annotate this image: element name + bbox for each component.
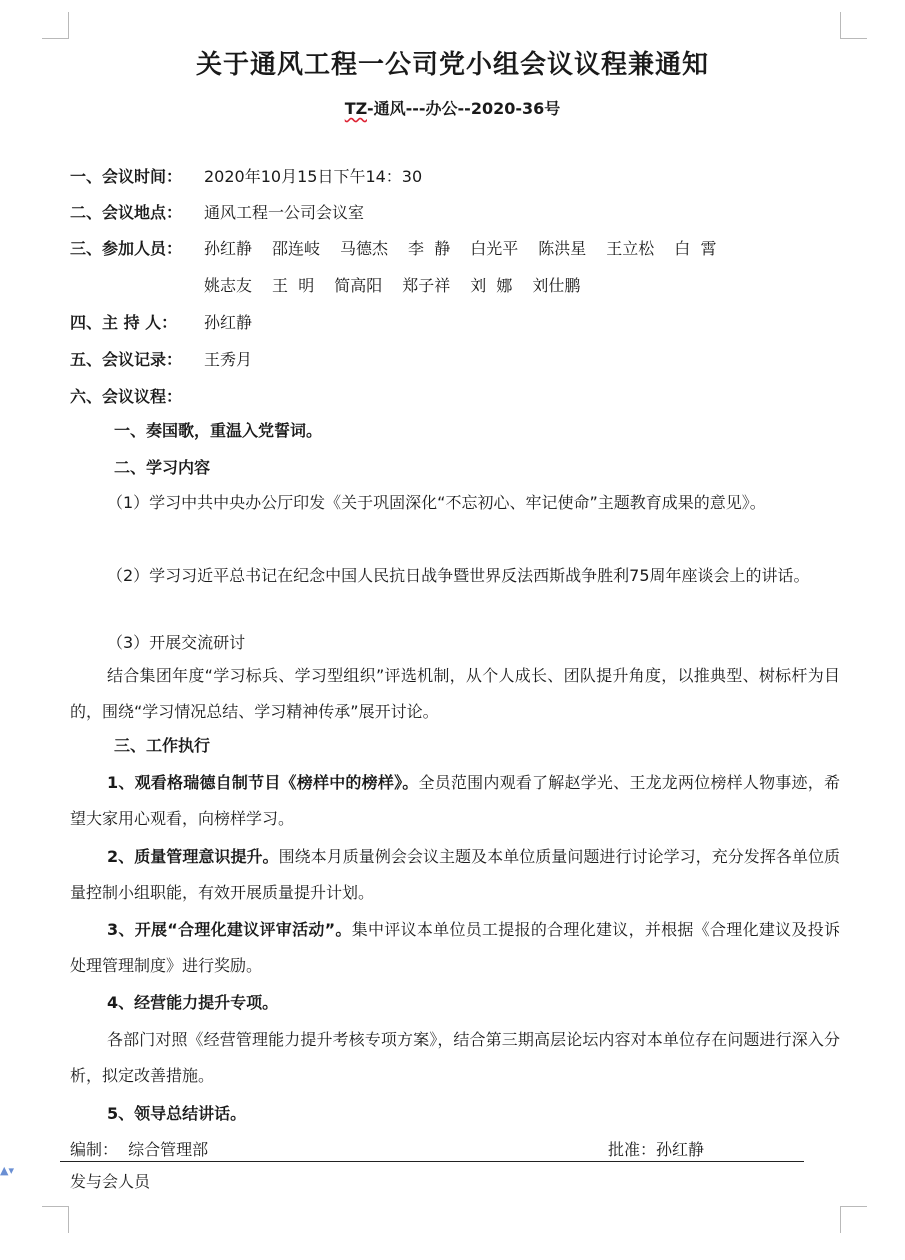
work-item-2-body: 围绕本月质量例会会议主题及本单位质量问题进行讨论学习，充分发挥各单位质量控制小组职能，有效开展质量提升计划。 — [70, 847, 840, 902]
attendee-name: 孙红静 — [204, 239, 253, 258]
work-item-1-body: 全员范围内观看了解赵学光、王龙龙两位榜样人物事迹，希望大家用心观看，向榜样学习。 — [70, 773, 840, 828]
host-value: 孙红静 — [204, 313, 253, 332]
study-item-1: （1）学习中共中央办公厅印发《关于巩固深化“不忘初心、牢记使命”主题教育成果的意见》。 — [107, 493, 766, 512]
attendee-name: 马德杰 — [340, 239, 389, 258]
work-item-1-head: 1、观看格瑞德自制节目《榜样中的榜样》。 — [107, 773, 419, 792]
attendees-row — [70, 236, 717, 259]
recorder-label: 五、会议记录： — [70, 350, 183, 369]
attendee-name: 刘仕鹏 — [532, 276, 581, 295]
work-item-2 — [70, 839, 840, 911]
work-item-3 — [70, 912, 840, 984]
work-item-2-head: 2、质量管理意识提升。 — [107, 847, 279, 866]
agenda-label: 六、会议议程： — [70, 387, 183, 406]
document-title: 关于通风工程一公司党小组会议议程兼通知 — [195, 50, 709, 80]
margin-anchor-icon[interactable]: ▲▾ — [0, 1164, 14, 1177]
attendee-name: 李 静 — [408, 239, 451, 258]
attendees-line-1 — [204, 236, 736, 259]
attendees-label: 三、参加人员： — [70, 239, 183, 258]
editor-text: 编制： 综合管理部 — [70, 1140, 209, 1159]
work-item-4-head: 4、经营能力提升专项。 — [107, 993, 279, 1012]
work-item-1 — [70, 765, 840, 837]
meeting-time-label: 一、会议时间： — [70, 167, 183, 186]
attendee-name: 邵连岐 — [272, 239, 321, 258]
work-item-5: 5、领导总结讲话。 — [107, 1104, 247, 1123]
meeting-time-value: 2020年10月15日下午14：30 — [204, 167, 423, 186]
attendee-name: 刘 娜 — [470, 276, 513, 295]
agenda-row — [70, 384, 182, 407]
recorder-value: 王秀月 — [204, 350, 253, 369]
distribution-text: 发与会人员 — [70, 1172, 151, 1191]
attendee-name: 郑子祥 — [402, 276, 451, 295]
recorder-row — [70, 347, 253, 370]
meeting-place-row — [70, 200, 365, 223]
docno-prefix: TZ — [344, 99, 367, 118]
footer-divider — [60, 1161, 804, 1162]
study-item-2: （2）学习习近平总书记在纪念中国人民抗日战争暨世界反法西斯战争胜利75周年座谈会上的讲话。 — [107, 566, 810, 585]
crop-mark-top-right — [840, 12, 867, 39]
meeting-time-row — [70, 164, 423, 187]
attendee-name: 王立松 — [606, 239, 655, 258]
agenda-item-2: 二、学习内容 — [114, 458, 211, 477]
attendee-name: 白光平 — [470, 239, 519, 258]
work-item-4-body: 各部门对照《经营管理能力提升考核专项方案》，结合第三期高层论坛内容对本单位存在问题进行深入分析，拟定改善措施。 — [70, 1030, 840, 1085]
host-label: 四、主 持 人： — [70, 313, 178, 332]
meeting-place-label: 二、会议地点： — [70, 203, 183, 222]
document-number — [0, 96, 905, 119]
attendee-name: 王 明 — [272, 276, 315, 295]
crop-mark-bottom-left — [42, 1206, 69, 1233]
attendee-name: 陈洪星 — [538, 239, 587, 258]
work-item-3-head: 3、开展“合理化建议评审活动”。 — [107, 920, 352, 939]
meeting-place-value: 通风工程一公司会议室 — [204, 203, 365, 222]
approver-text: 批准：孙红静 — [608, 1140, 705, 1159]
host-row — [70, 310, 253, 333]
footer-row — [70, 1137, 802, 1160]
agenda-item-1: 一、奏国歌，重温入党誓词。 — [114, 421, 323, 440]
agenda-item-3: 三、工作执行 — [114, 736, 211, 755]
attendee-name: 姚志友 — [204, 276, 253, 295]
crop-mark-top-left — [42, 12, 69, 39]
study-item-3-desc: 结合集团年度“学习标兵、学习型组织”评选机制，从个人成长、团队提升角度，以推典型、树标杆为目的，围绕“学习情况总结、学习精神传承”展开讨论。 — [70, 666, 840, 721]
docno-rest: -通风---办公--2020-36号 — [366, 99, 561, 118]
study-item-3: （3）开展交流研讨 — [107, 633, 246, 652]
attendee-name: 简高阳 — [334, 276, 383, 295]
attendees-line-2 — [204, 273, 600, 296]
attendee-name: 白 霄 — [674, 239, 717, 258]
work-item-3-body: 集中评议本单位员工提报的合理化建议，并根据《合理化建议及投诉处理管理制度》进行奖励。 — [70, 920, 840, 975]
crop-mark-bottom-right — [840, 1206, 867, 1233]
